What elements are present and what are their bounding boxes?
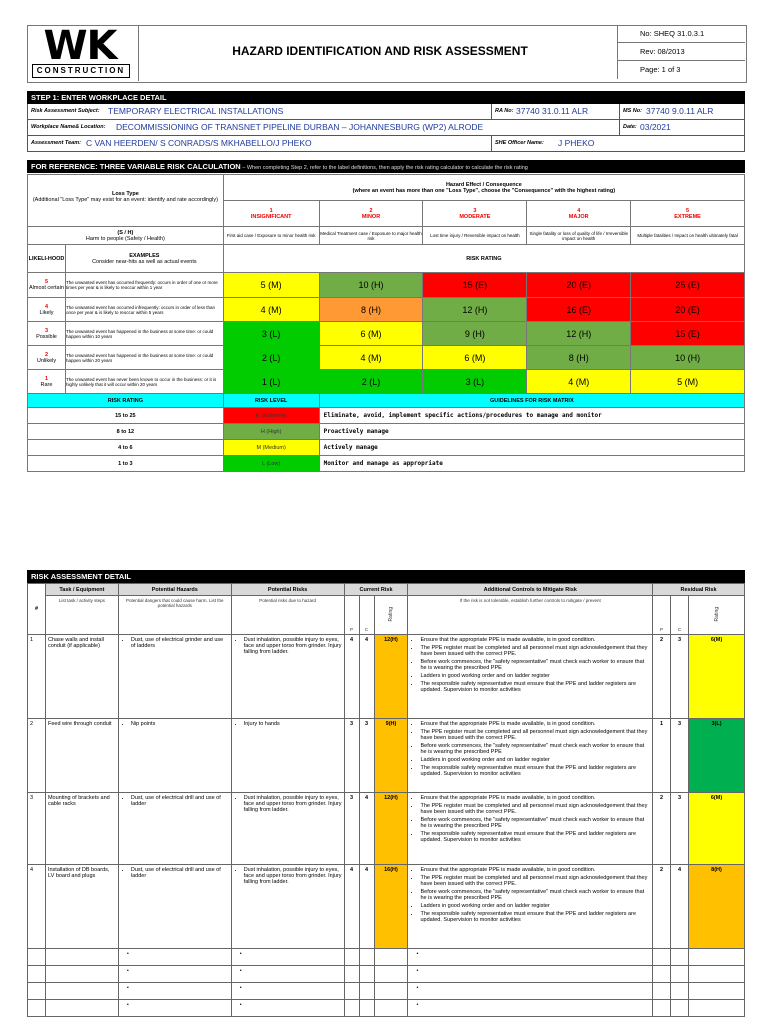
team-row <box>27 136 745 152</box>
empty-row: • • • <box>28 949 745 966</box>
row-rrating: 6(M) <box>689 793 745 865</box>
matrix-cell: 2 (L) <box>319 370 423 394</box>
team-label: Assessment Team: <box>31 140 81 146</box>
table-row <box>28 865 745 949</box>
legend-header-level: RISK LEVEL <box>223 394 319 408</box>
col-c: C <box>359 596 374 635</box>
consequence-4: 4 MAJOR <box>527 201 631 227</box>
document-meta <box>617 25 745 79</box>
row-rrating: 3(L) <box>689 719 745 793</box>
row-c[interactable]: 3 <box>359 719 374 793</box>
consequence-2: 2 MINOR <box>319 201 423 227</box>
row-p[interactable]: 3 <box>344 793 359 865</box>
legend-header-rating: RISK RATING <box>28 394 224 408</box>
col-controls: Additional Controls to Mitigate Risk <box>408 584 653 596</box>
row-controls[interactable]: • Ensure that the appropriate PPE is made available, is in good condition. • The PPE register must be completed and all personnel must sign acknowledgement that they have been issued with the correct PPE. • Before work commences, the "safety representative" must check each worker to ensure that he is wearing the prescribed PPE • Ladders in good working order and on ladder register • The responsible safety representative must ensure that the PPE and ladder registers are updated. Supervision to monitor activities <box>408 865 653 949</box>
row-controls[interactable]: • Ensure that the appropriate PPE is made available, is in good condition. • The PPE register must be completed and all personnel must sign acknowledgement that they have been issued with the correct PPE. • Before work commences, the "safety representative" must check each worker to ensure that he is wearing the prescribed PPE • Ladders in good working order and on ladder register • The responsible safety representative must ensure that the PPE and ladder registers are updated. Supervision to monitor activities <box>408 635 653 719</box>
row-hazard[interactable]: • Dust, use of electrical drill and use of ladder <box>118 865 231 949</box>
matrix-cell: 9 (H) <box>423 322 527 346</box>
row-hazard[interactable]: • Nip points <box>118 719 231 793</box>
logo-wk-text: WK <box>43 23 117 69</box>
row-c[interactable]: 4 <box>359 635 374 719</box>
matrix-cell: 10 (H) <box>319 273 423 298</box>
row-c[interactable]: 4 <box>359 865 374 949</box>
she-label: SHE Officer Name: <box>495 140 544 146</box>
row-risk[interactable]: • Dust inhalation, possible injury to eyes, face and upper torso from grinder. Injury falling from ladder. <box>231 793 344 865</box>
matrix-cell: 5 (M) <box>223 273 319 298</box>
col-num: # <box>28 584 46 635</box>
matrix-cell: 5 (M) <box>631 370 745 394</box>
col-rp: P <box>653 596 671 635</box>
matrix-cell: 1 (L) <box>223 370 319 394</box>
legend-range: 8 to 12 <box>28 424 224 440</box>
likelihood-5: 5 Almost certain <box>28 273 66 298</box>
row-rc[interactable]: 3 <box>671 719 689 793</box>
matrix-cell: 6 (M) <box>319 322 423 346</box>
date-value[interactable]: 03/2021 <box>640 122 671 132</box>
table-row <box>28 793 745 865</box>
matrix-cell: 16 (E) <box>527 298 631 322</box>
matrix-cell: 2 (L) <box>223 346 319 370</box>
likelihood-header: LIKELI-HOOD <box>28 245 66 273</box>
legend-level-extreme: E: (Extreme) <box>223 408 319 424</box>
legend-guide: Monitor and manage as appropriate <box>319 456 744 472</box>
row-p[interactable]: 4 <box>344 635 359 719</box>
legend-guide: Actively manage <box>319 440 744 456</box>
matrix-cell: 4 (M) <box>527 370 631 394</box>
matrix-cell: 20 (E) <box>631 298 745 322</box>
subject-label: Risk Assessment Subject: <box>31 108 100 114</box>
examples-header: EXAMPLES Consider near-hits as well as actual events <box>65 245 223 273</box>
matrix-cell: 25 (E) <box>631 273 745 298</box>
detail-heading: RISK ASSESSMENT DETAIL <box>27 570 745 583</box>
likelihood-desc-3: The unwanted event has happened in the business at some time: or could happen within 10 years <box>65 322 223 346</box>
legend-range: 1 to 3 <box>28 456 224 472</box>
col-rrating: Rating <box>689 596 745 635</box>
col-rating: Rating <box>374 596 408 635</box>
row-task[interactable]: Mounting of brackets and cable racks <box>45 793 118 865</box>
row-hazard[interactable]: • Dust, use of electrical grinder and use of ladders <box>118 635 231 719</box>
row-risk[interactable]: • Dust inhalation, possible injury to eyes, face and upper torso from grinder. Injury falling from ladder. <box>231 865 344 949</box>
likelihood-4: 4 Likely <box>28 298 66 322</box>
document-number: No: SHEQ 31.0.3.1 <box>617 25 745 43</box>
row-controls[interactable]: • Ensure that the appropriate PPE is made available, is in good condition. • The PPE register must be completed and all personnel must sign acknowledgement that they have been issued with the correct PPE. • Before work commences, the "safety representative" must check each worker to ensure that he is wearing the prescribed PPE • The responsible safety representative must ensure that the PPE and ladder registers are updated. Supervision to monitor activities <box>408 793 653 865</box>
row-hazard[interactable]: • Dust, use of electrical drill and use of ladder <box>118 793 231 865</box>
reference-note: – When completing Step 2, refer to the label definitions, then apply the risk rating calculator to calculate the risk rating <box>240 165 528 171</box>
risk-matrix <box>27 174 745 472</box>
risk-rating-header: RISK RATING <box>223 245 744 273</box>
matrix-cell: 4 (M) <box>319 346 423 370</box>
row-rating: 12(H) <box>374 635 408 719</box>
consequence-header <box>223 175 744 201</box>
row-task[interactable]: Feed wire through conduit <box>45 719 118 793</box>
table-row <box>28 719 745 793</box>
col-hazards-sub: Potential dangers that could cause harm. List the potential hazards <box>118 596 231 635</box>
consequence-1: 1 INSIGNIFICANT <box>223 201 319 227</box>
legend-guide: Eliminate, avoid, implement specific actions/procedures to manage and monitor <box>319 408 744 424</box>
legend-header-guidelines: GUIDELINES FOR RISK MATRIX <box>319 394 744 408</box>
matrix-cell: 8 (H) <box>527 346 631 370</box>
row-task[interactable]: Installation of DB boards, LV board and plugs <box>45 865 118 949</box>
row-rp[interactable]: 2 <box>653 865 671 949</box>
row-rc[interactable]: 3 <box>671 635 689 719</box>
consequence-desc-3: Lost time injury / Reversible impact on health <box>423 227 527 245</box>
likelihood-desc-2: The unwanted event has happened in the business at some time: or could happen within 20 years <box>65 346 223 370</box>
consequence-title: Hazard Effect / Consequence <box>445 181 522 188</box>
likelihood-desc-1: The unwanted event has never been known to occur in the business: or it is highly unlikely that it will occur within 20 years <box>65 370 223 394</box>
likelihood-desc-5: The unwanted event has occurred frequently: occurs in order of one or more times per year & is likely to reoccur within 1 year <box>65 273 223 298</box>
consequence-desc-2: Medical Treatment case / Exposure to major health risk <box>319 227 423 245</box>
row-rp[interactable]: 2 <box>653 793 671 865</box>
col-task: Task / Equipment <box>45 584 118 596</box>
empty-row: • • • <box>28 983 745 1000</box>
consequence-3: 3 MODERATE <box>423 201 527 227</box>
row-rating: 12(H) <box>374 793 408 865</box>
workplace-label: Workplace Name& Location: <box>31 124 106 130</box>
table-row <box>28 635 745 719</box>
legend-range: 4 to 6 <box>28 440 224 456</box>
col-residual: Residual Risk <box>653 584 745 596</box>
col-controls-sub: If the risk is not tolerable, establish further controls to mitigate / prevent <box>408 596 653 635</box>
row-rp[interactable]: 1 <box>653 719 671 793</box>
matrix-cell: 15 (E) <box>423 273 527 298</box>
row-task[interactable]: Chase walls and install conduit (if applicable) <box>45 635 118 719</box>
likelihood-desc-4: The unwanted event has occurred infrequently: occurs in order of less than once per year & is likely to reoccur within 5 years <box>65 298 223 322</box>
company-logo <box>28 23 132 80</box>
subject-row <box>27 104 745 120</box>
row-rating: 16(H) <box>374 865 408 949</box>
document-title: HAZARD IDENTIFICATION AND RISK ASSESSMENT <box>232 44 528 58</box>
legend-range: 15 to 25 <box>28 408 224 424</box>
consequence-desc-5: Multiple fatalities / Impact on health ultimately fatal <box>631 227 745 245</box>
consequence-sub: (where an event has more than one "Loss Type", choose the "Consequence" with the highest rating) <box>352 187 616 194</box>
row-controls[interactable]: • Ensure that the appropriate PPE is made available, is in good condition. • The PPE register must be completed and all personnel must sign acknowledgement that they have been issued with the correct PPE. • Before work commences, the "safety representative" must check each worker to ensure that he is wearing the prescribed PPE • Ladders in good working order and on ladder register • The responsible safety representative must ensure that the PPE and ladder registers are updated. Supervision to monitor activities <box>408 719 653 793</box>
matrix-cell: 20 (E) <box>527 273 631 298</box>
step1-heading: STEP 1: ENTER WORKPLACE DETAIL <box>27 91 745 104</box>
col-risks-sub: Potential risks due to hazard <box>231 596 344 635</box>
workplace-row <box>27 120 745 136</box>
consequence-desc-4: Single fatality or loss of quality of life / Irreversible impact on health <box>527 227 631 245</box>
col-task-sub: List task / activity steps <box>45 596 118 635</box>
row-num: 2 <box>28 719 46 793</box>
subject-value[interactable]: TEMPORARY ELECTRICAL INSTALLATIONS <box>108 106 284 116</box>
ms-value[interactable]: 37740 9.0.11 ALR <box>646 106 714 116</box>
ra-label: RA No: <box>495 108 514 114</box>
row-p[interactable]: 4 <box>344 865 359 949</box>
header-divider <box>138 25 139 81</box>
reference-heading <box>27 160 745 173</box>
row-rc[interactable]: 4 <box>671 865 689 949</box>
legend-level-medium: M (Medium) <box>223 440 319 456</box>
row-rating: 9(H) <box>374 719 408 793</box>
she-value[interactable]: J PHEKO <box>558 138 595 148</box>
consequence-desc-1: First aid case / Exposure to minor health risk <box>223 227 319 245</box>
empty-row: • • • <box>28 966 745 983</box>
legend-guide: Proactively manage <box>319 424 744 440</box>
likelihood-2: 2 Unlikely <box>28 346 66 370</box>
workplace-value[interactable]: DECOMMISSIONING OF TRANSNET PIPELINE DURBAN – JOHANNESBURG (WP2) ALRODE <box>116 122 484 132</box>
empty-row: • • • <box>28 1000 745 1017</box>
team-value[interactable]: C VAN HEERDEN/ S CONRADS/S MKHABELLO/J PHEKO <box>86 138 312 148</box>
logo-construction-text: CONSTRUCTION <box>32 64 130 78</box>
matrix-cell: 4 (M) <box>223 298 319 322</box>
legend-level-high: H (High) <box>223 424 319 440</box>
date-label: Date: <box>623 124 637 130</box>
reference-title: FOR REFERENCE: THREE VARIABLE RISK CALCULATION <box>31 162 241 171</box>
matrix-cell: 15 (E) <box>631 322 745 346</box>
row-p[interactable]: 3 <box>344 719 359 793</box>
loss-type-note: (Additional "Loss Type" may exist for an event: identify and rate accordingly) <box>32 197 218 203</box>
col-rc: C <box>671 596 689 635</box>
matrix-cell: 8 (H) <box>319 298 423 322</box>
matrix-cell: 10 (H) <box>631 346 745 370</box>
matrix-cell: 6 (M) <box>423 346 527 370</box>
row-num: 1 <box>28 635 46 719</box>
row-rrating: 6(M) <box>689 635 745 719</box>
consequence-5: 5 EXTREME <box>631 201 745 227</box>
page-number: Page: 1 of 3 <box>617 61 745 79</box>
matrix-cell: 12 (H) <box>423 298 527 322</box>
row-rc[interactable]: 3 <box>671 793 689 865</box>
col-hazards: Potential Hazards <box>118 584 231 596</box>
document-revision: Rev: 08/2013 <box>617 43 745 61</box>
ms-label: MS No: <box>623 108 642 114</box>
loss-type-cell <box>28 175 224 227</box>
row-num: 3 <box>28 793 46 865</box>
sh-cell: (S / H) Harm to people (Safety / Health) <box>28 227 224 245</box>
matrix-cell: 12 (H) <box>527 322 631 346</box>
row-risk[interactable]: • Dust inhalation, possible injury to eyes, face and upper torso from grinder. Injury falling from ladder. <box>231 635 344 719</box>
col-current: Current Risk <box>344 584 408 596</box>
matrix-cell: 3 (L) <box>223 322 319 346</box>
row-num: 4 <box>28 865 46 949</box>
row-c[interactable]: 4 <box>359 793 374 865</box>
row-rp[interactable]: 2 <box>653 635 671 719</box>
row-rrating: 8(H) <box>689 865 745 949</box>
legend-level-low: L (Low) <box>223 456 319 472</box>
matrix-cell: 3 (L) <box>423 370 527 394</box>
loss-type-label: Loss Type <box>111 191 139 197</box>
ra-value[interactable]: 37740 31.0.11 ALR <box>516 106 589 116</box>
likelihood-1: 1 Rare <box>28 370 66 394</box>
likelihood-3: 3 Possible <box>28 322 66 346</box>
col-risks: Potential Risks <box>231 584 344 596</box>
risk-assessment-table <box>27 583 745 1017</box>
row-risk[interactable]: • Injury to hands <box>231 719 344 793</box>
col-p: P <box>344 596 359 635</box>
